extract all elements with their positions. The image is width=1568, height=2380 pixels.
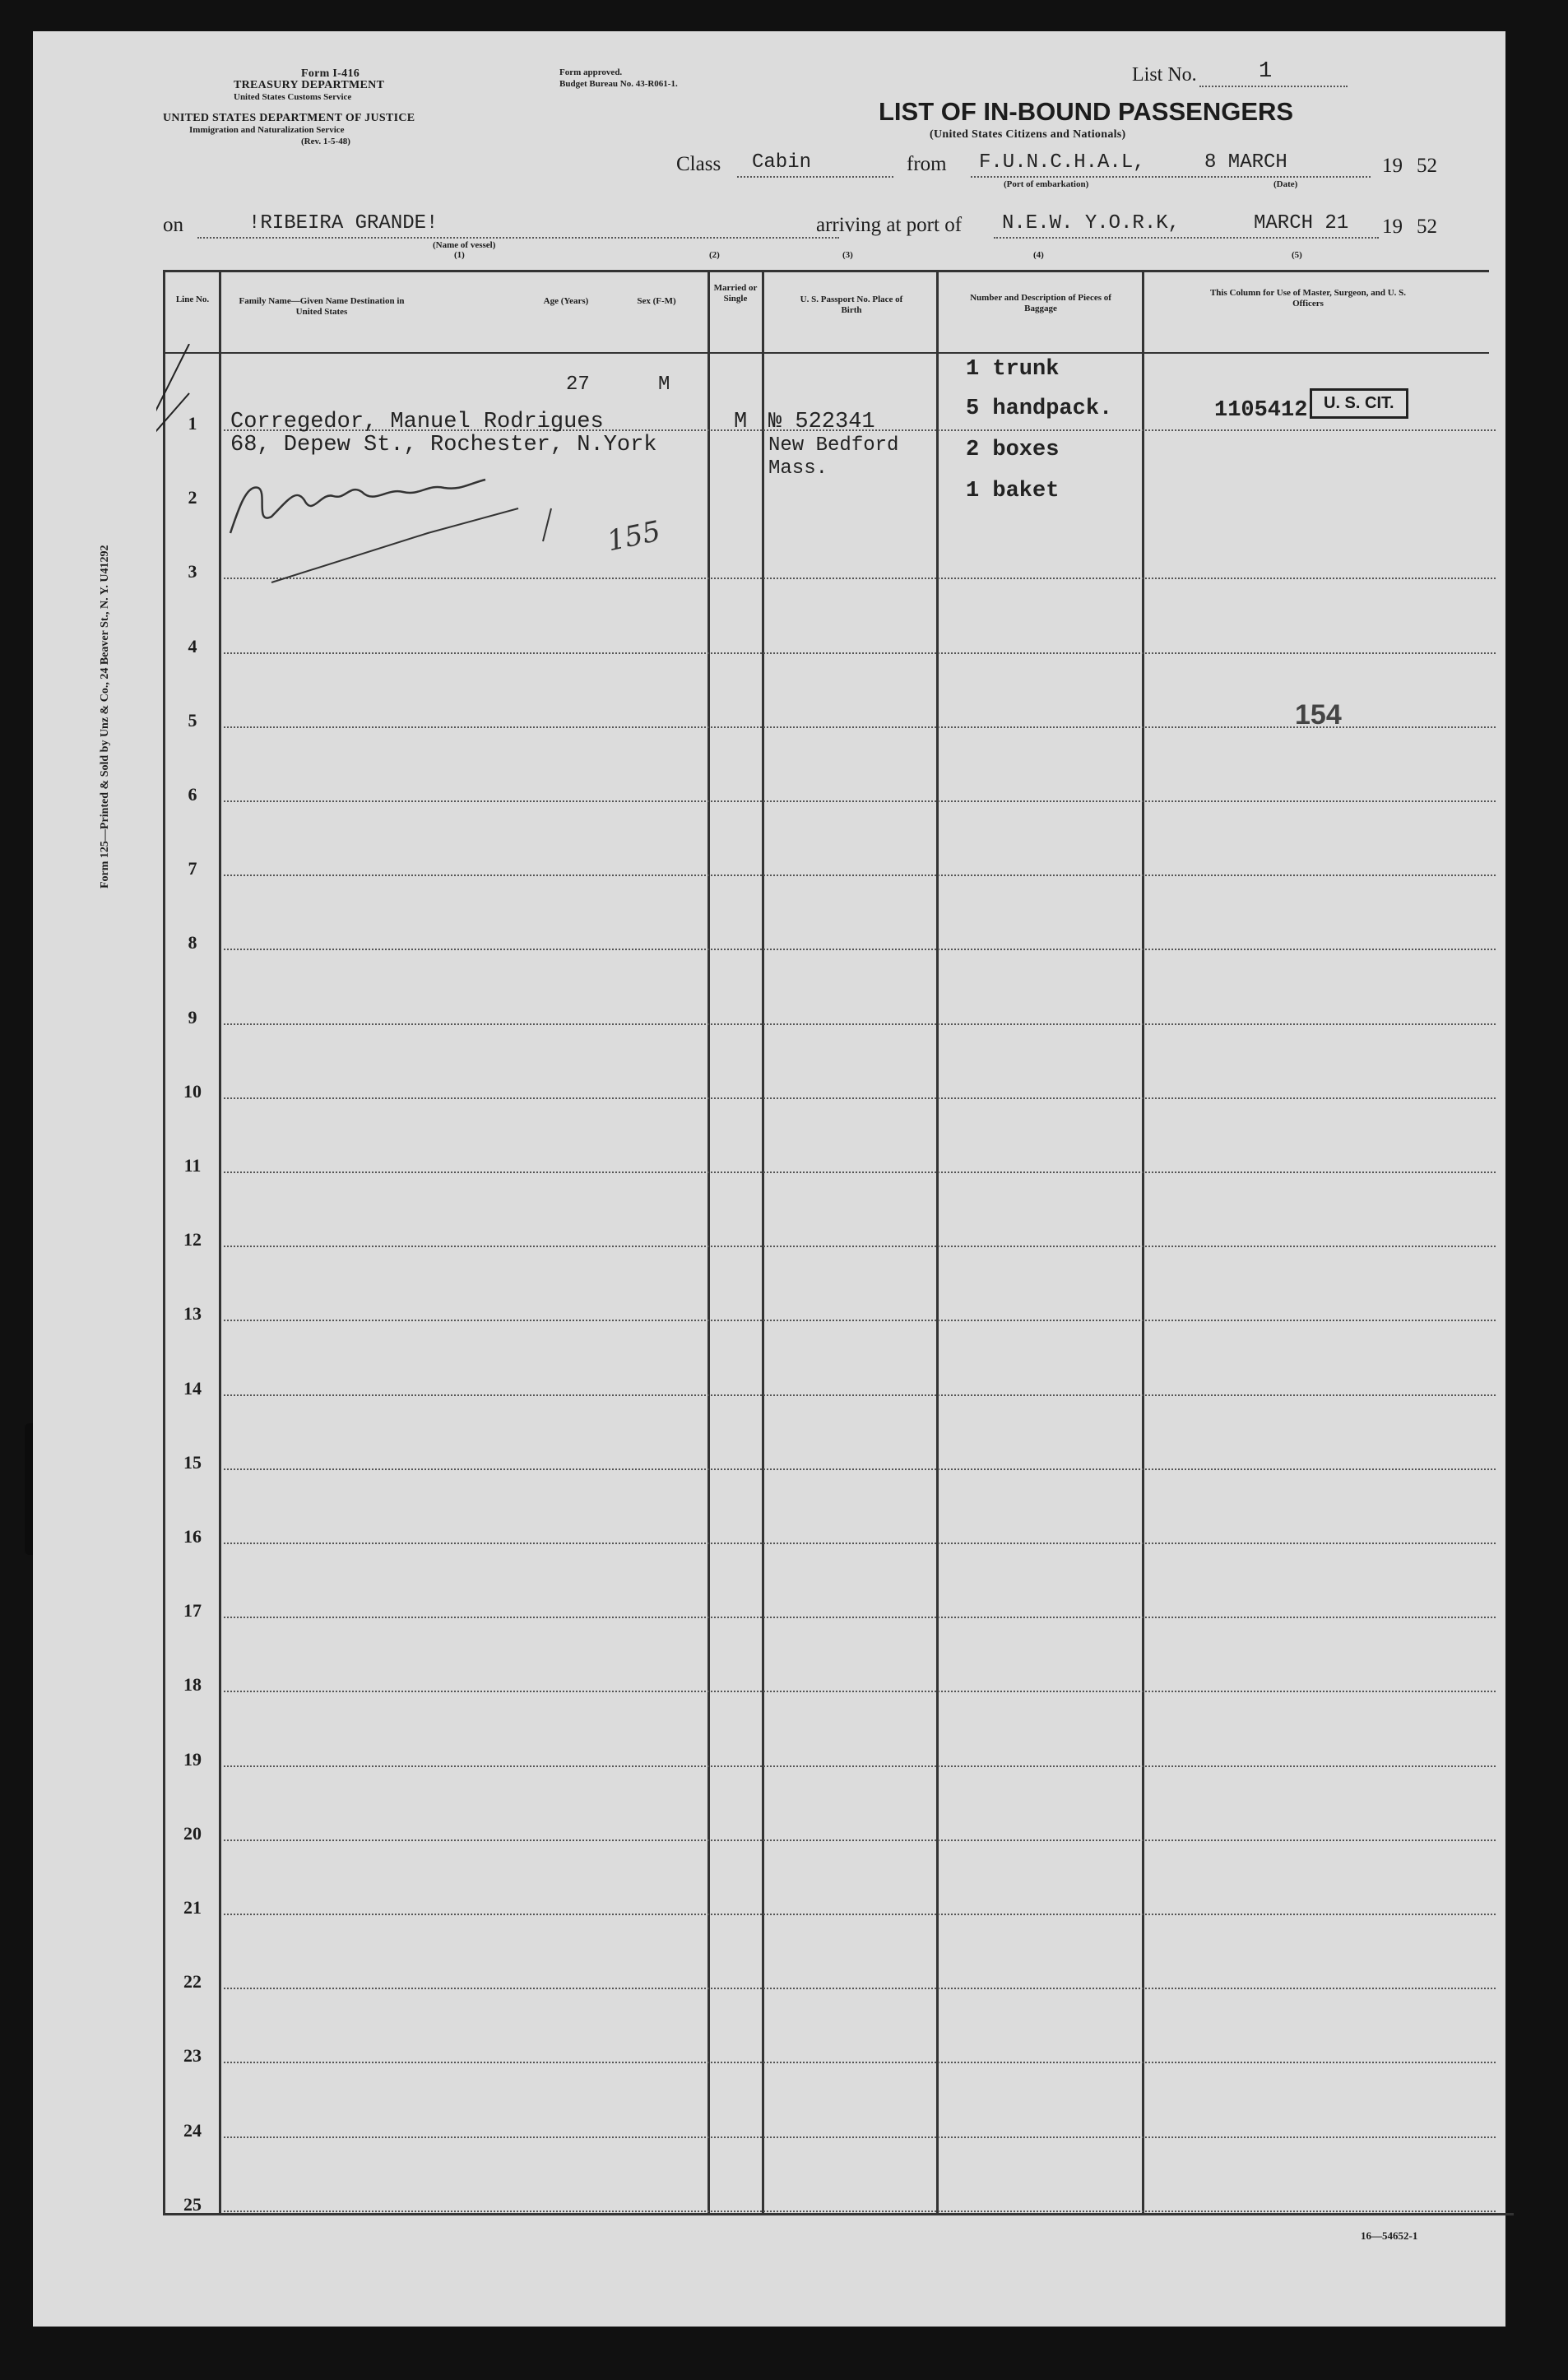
baggage-item-4: 1 baket (966, 479, 1060, 503)
line-number: 18 (183, 1674, 202, 1696)
vessel-name: !RIBEIRA GRANDE! (248, 212, 438, 234)
col-header-line-no: Line No. (175, 295, 210, 304)
col-number-3: (3) (842, 250, 853, 260)
justice-dept: UNITED STATES DEPARTMENT OF JUSTICE (163, 112, 415, 124)
baggage-item-3: 2 boxes (966, 438, 1060, 462)
class-value: Cabin (752, 151, 812, 174)
row-dotted-rule (224, 1617, 1496, 1618)
passenger-married: M (734, 410, 748, 434)
embarkation-date: 8 MARCH (1204, 151, 1287, 174)
line-number: 25 (183, 2193, 202, 2215)
arrival-dots (994, 237, 1379, 239)
baggage-item-1: 1 trunk (966, 357, 1060, 382)
line-number: 16 (183, 1526, 202, 1547)
passenger-age: 27 (566, 373, 590, 396)
line-number: 20 (183, 1822, 202, 1844)
row-dotted-rule (224, 1394, 1496, 1396)
line-number: 23 (183, 2045, 202, 2067)
line-number: 6 (188, 784, 197, 805)
row-dotted-rule (224, 1840, 1496, 1841)
customs-service: United States Customs Service (234, 92, 352, 102)
arrival-port: N.E.W. Y.O.R.K, (1002, 212, 1181, 234)
col-divider-married (762, 270, 764, 2215)
line-number: 8 (188, 932, 197, 953)
row-dotted-rule (224, 1988, 1496, 1989)
col-divider-baggage (1142, 270, 1144, 2215)
col-number-2: (2) (709, 250, 720, 260)
arriving-label: arriving at port of (816, 214, 963, 236)
row-dotted-rule (224, 1171, 1496, 1173)
manifest-page (33, 31, 1505, 2327)
line-number: 15 (183, 1451, 202, 1473)
passenger-destination: 68, Depew St., Rochester, N.York (230, 433, 657, 457)
line-number: 24 (183, 2119, 202, 2141)
col-header-sex: Sex (F-M) (637, 296, 676, 306)
birth-state: Mass. (768, 457, 828, 480)
baggage-item-2: 5 handpack. (966, 397, 1113, 421)
passenger-sex: M (658, 373, 670, 396)
line-number: 21 (183, 1897, 202, 1918)
row-dotted-rule (224, 1320, 1496, 1321)
side-imprint: Form 125—Printed & Sold by Unz & Co., 24 Beaver St., N. Y. U41292 (99, 545, 111, 888)
row-dotted-rule (224, 1765, 1496, 1767)
passenger-name: Corregedor, Manuel Rodrigues (230, 410, 604, 434)
col-divider-passport (936, 270, 939, 2215)
row-dotted-rule (224, 652, 1496, 654)
on-label: on (163, 214, 183, 236)
form-approved: Form approved. (559, 67, 623, 77)
row-dotted-rule (224, 1468, 1496, 1470)
margin-number: 154 (1295, 699, 1342, 731)
col-header-age: Age (Years) (543, 296, 589, 306)
page-title: LIST OF IN-BOUND PASSENGERS (879, 97, 1294, 126)
row-dotted-rule (224, 875, 1496, 876)
line-number: 10 (183, 1080, 202, 1102)
handwritten-note: 155 (604, 514, 664, 559)
col-number-1: (1) (454, 250, 465, 260)
row-dotted-rule (224, 2136, 1496, 2138)
arrival-year: 52 (1417, 216, 1437, 238)
us-citizen-stamp: U. S. CIT. (1310, 388, 1408, 419)
vessel-dots (197, 237, 839, 239)
from-label: from (907, 153, 947, 175)
row-dotted-rule (224, 2062, 1496, 2063)
date-caption: (Date) (1273, 179, 1298, 189)
row-dotted-rule (224, 1543, 1496, 1544)
line-number: 14 (183, 1377, 202, 1399)
ins-service: Immigration and Naturalization Service (189, 125, 345, 135)
port-caption: (Port of embarkation) (1004, 179, 1089, 189)
port-embarkation: F.U.N.C.H.A.L, (979, 151, 1145, 174)
line-number: 11 (183, 1155, 202, 1176)
row-dotted-rule (224, 2211, 1496, 2212)
row-dotted-rule (224, 1914, 1496, 1915)
list-number: 1 (1259, 59, 1273, 84)
embark-year-prefix: 19 (1382, 155, 1403, 177)
revision: (Rev. 1-5-48) (301, 137, 350, 146)
col-header-name: Family Name—Given Name Destination in United States (239, 296, 405, 317)
row-dotted-rule (224, 1691, 1496, 1692)
table-bottom-border (163, 2213, 1514, 2215)
line-number: 5 (188, 709, 197, 731)
line-number: 7 (188, 858, 197, 879)
list-number-label: List No. (1132, 64, 1197, 86)
page-subtitle: (United States Citizens and Nationals) (930, 128, 1126, 141)
line-number: 3 (188, 561, 197, 582)
line-number: 17 (183, 1600, 202, 1621)
row-dotted-rule (224, 800, 1496, 802)
row-dotted-rule (224, 1023, 1496, 1025)
col-header-officers: This Column for Use of Master, Surgeon, and U. S. Officers (1209, 288, 1407, 309)
row-dotted-rule (224, 949, 1496, 950)
col-header-married: Married or Single (713, 283, 758, 304)
line-number: 12 (183, 1229, 202, 1250)
from-dots (971, 176, 1371, 178)
row-dotted-rule (224, 1246, 1496, 1247)
line-number: 19 (183, 1748, 202, 1770)
line-number: 9 (188, 1006, 197, 1028)
embark-year: 52 (1417, 155, 1437, 177)
vessel-caption: (Name of vessel) (433, 240, 496, 250)
signature-scribble (156, 344, 749, 615)
passport-number: № 522341 (768, 410, 875, 434)
class-label: Class (676, 153, 721, 175)
row-dotted-rule (224, 1097, 1496, 1099)
officer-number: 1105412 (1214, 398, 1308, 423)
list-no-dots (1199, 86, 1348, 87)
line-number: 1 (188, 413, 197, 434)
col-number-5: (5) (1292, 250, 1302, 260)
col-header-passport: U. S. Passport No. Place of Birth (800, 295, 903, 315)
treasury-dept: TREASURY DEPARTMENT (234, 79, 385, 91)
arrival-year-prefix: 19 (1382, 216, 1403, 238)
birth-city: New Bedford (768, 434, 899, 457)
line-number: 13 (183, 1303, 202, 1325)
col-header-baggage: Number and Description of Pieces of Baggage (970, 293, 1111, 313)
arrival-date: MARCH 21 (1254, 212, 1349, 234)
class-dots (737, 176, 893, 178)
line-number: 22 (183, 1971, 202, 1993)
footer-code: 16—54652-1 (1361, 2229, 1418, 2242)
form-number: Form I-416 (301, 67, 360, 80)
col-number-4: (4) (1033, 250, 1044, 260)
line-number: 2 (188, 487, 197, 508)
table-top-border (163, 270, 1489, 272)
budget-bureau: Budget Bureau No. 43-R061-1. (559, 79, 678, 89)
line-number: 4 (188, 635, 197, 656)
